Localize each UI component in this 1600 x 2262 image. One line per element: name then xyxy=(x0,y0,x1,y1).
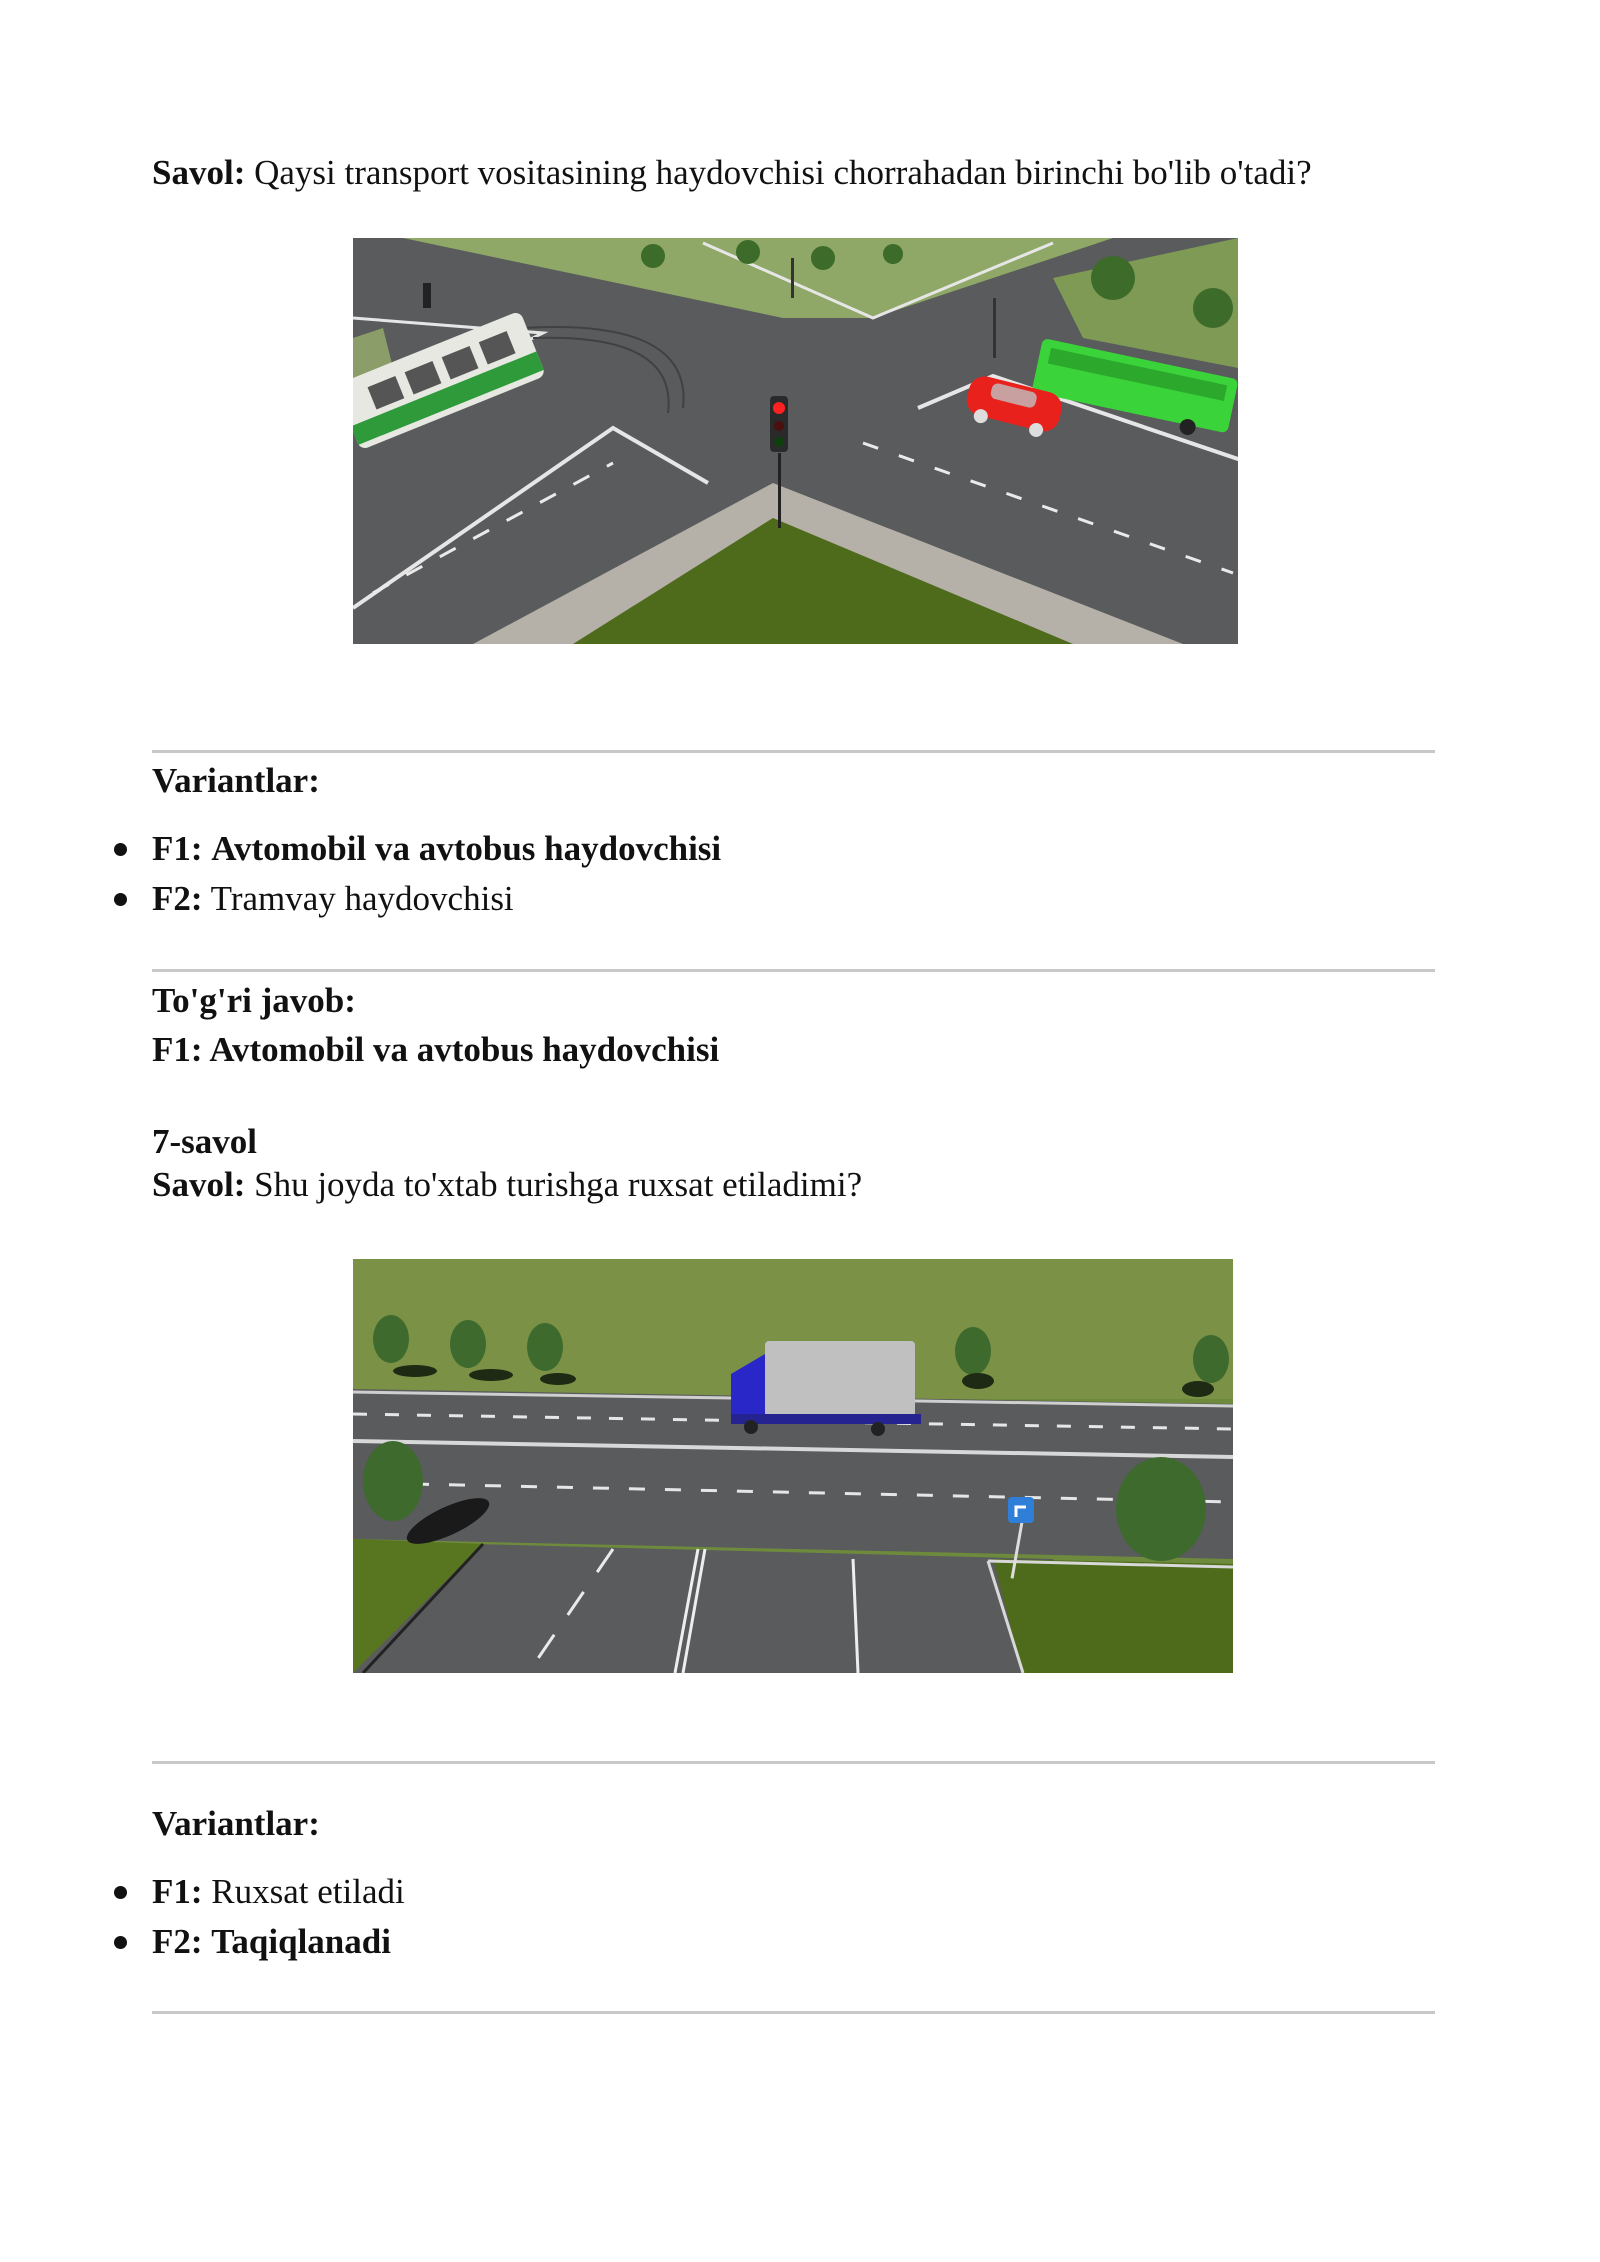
option-text: Tramvay haydovchisi xyxy=(210,879,514,918)
divider xyxy=(152,969,1435,972)
bullet-icon xyxy=(114,843,127,856)
option-key: F2: xyxy=(152,1922,203,1961)
options-heading: Variantlar: xyxy=(152,761,320,800)
option-text: Taqiqlanadi xyxy=(211,1922,391,1961)
option-key: F1: xyxy=(152,829,203,868)
question-label: Savol: xyxy=(152,153,246,192)
option-f1[interactable] xyxy=(152,827,721,871)
option-key: F1: xyxy=(152,1872,203,1911)
question-7-line xyxy=(152,1163,862,1207)
option-f2[interactable] xyxy=(152,1920,391,1964)
bullet-icon xyxy=(114,1886,127,1899)
intersection-figure xyxy=(353,238,1238,644)
divider xyxy=(152,750,1435,753)
answer-heading: To'g'ri javob: xyxy=(152,981,356,1020)
bullet-icon xyxy=(114,1936,127,1949)
divider xyxy=(152,2011,1435,2014)
bullet-icon xyxy=(114,893,127,906)
option-text: Avtomobil va avtobus haydovchisi xyxy=(211,829,722,868)
road-illustration xyxy=(353,1259,1233,1673)
intersection-illustration xyxy=(353,238,1238,644)
answer-text: F1: Avtomobil va avtobus haydovchisi xyxy=(152,1030,720,1069)
question-number: 7-savol xyxy=(152,1122,257,1161)
option-f2[interactable] xyxy=(152,877,514,921)
options-heading: Variantlar: xyxy=(152,1804,320,1843)
question-text: Shu joyda to'xtab turishga ruxsat etiladimi? xyxy=(254,1165,863,1204)
question-label: Savol: xyxy=(152,1165,246,1204)
option-key: F2: xyxy=(152,879,203,918)
option-f1[interactable] xyxy=(152,1870,405,1914)
road-figure xyxy=(353,1259,1233,1673)
question-text: Qaysi transport vositasining haydovchisi chorrahadan birinchi bo'lib o'tadi? xyxy=(254,153,1312,192)
question-6-line xyxy=(152,151,1312,195)
option-text: Ruxsat etiladi xyxy=(211,1872,405,1911)
divider xyxy=(152,1761,1435,1764)
